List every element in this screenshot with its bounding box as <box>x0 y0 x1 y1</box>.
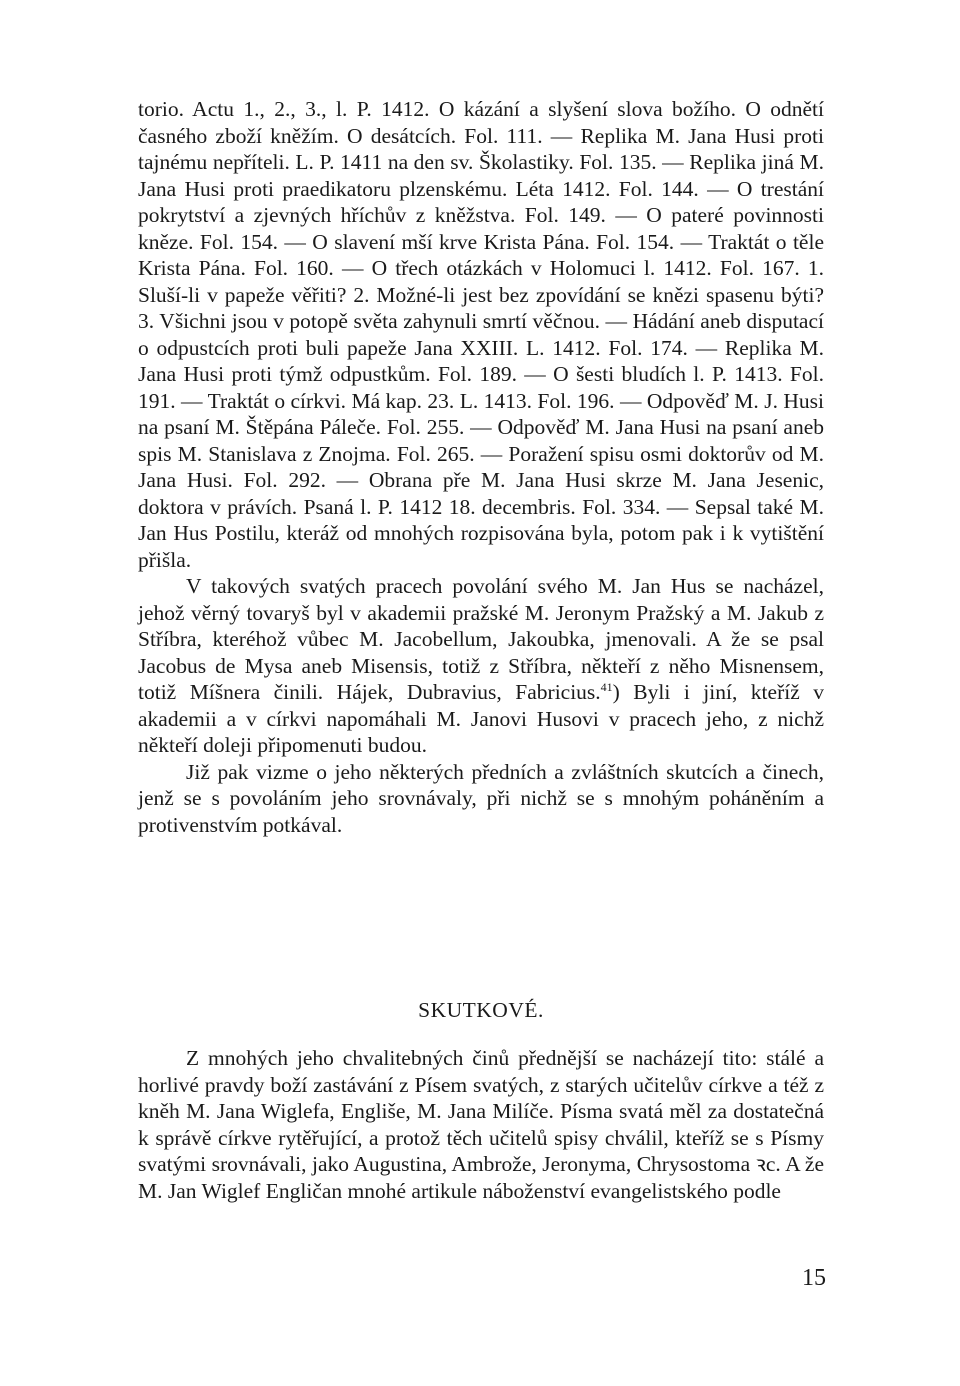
section-heading: SKUTKOVÉ. <box>418 998 544 1022</box>
paragraph-4: Z mnohých jeho chvalitebných činů přednější se nacházejí tito: stálé a horlivé pravdy boží zastávání z Písem svatých, z starých učitelův církve a též z kněh M. Jana Wiglefa, Engliše, M. Jana Milíče. Písma svatá měl za dostatečná k správě církve rytěřující, a protož těch učitelů spisy chválil, kteříž se s Písmy svatými srovnávali, jako Augustina, Ambrože, Jeronyma, Chrysostoma ꝛc. A že M. Jan Wiglef Engličan mnohé artikule náboženství evangelistského podle <box>138 1046 824 1203</box>
paragraph-2 <box>138 573 824 759</box>
paragraph-2-rest: ) Byli i jiní, kteříž v akademii a v církvi napomáhali M. Janovi Husovi v pracech jeho, z nichž někteří doleji připomenuti budou. <box>138 680 824 757</box>
page-number: 15 <box>802 1265 826 1291</box>
paragraph-2-text: V takových svatých pracech povolání svého M. Jan Hus se nacházel, jehož věrný tovaryš byl v akademii pražské M. Jeronym Pražský a M. Jakub z Stříbra, kteréhož vůbec M. Jacobellum, Jakoubka, jmenovali. A že se psal Jacobus de Mysa aneb Misensis, totiž z Stříbra, někteří z něho Misnensem, totiž Míšnera činili. Hájek, Dubravius, Fabricius. <box>138 574 824 704</box>
main-text-top <box>138 96 824 838</box>
paragraph-3: Již pak vizme o jeho některých předních a zvláštních skutcích a činech, jenž se s povoláním jeho srovnávaly, při nichž se s mnohým poháněním a protivenstvím potkával. <box>138 759 824 837</box>
footnote-ref: 41 <box>600 679 613 694</box>
main-text-bottom <box>138 1045 824 1204</box>
paragraph-continuation: torio. Actu 1., 2., 3., l. P. 1412. O kázání a slyšení slova božího. O odnětí časného zboží kněžím. O desátcích. Fol. 111. — Replika M. Jana Husi proti tajnému nepříteli. L. P. 1411 na den sv. Školastiky. Fol. 135. — Replika jiná M. Jana Husi proti praedikatoru plzenskému. Léta 1412. Fol. 144. — O trestání pokrytství a zjevných hříchův z kněžstva. Fol. 149. — O pateré povinnosti kněze. Fol. 154. — O slavení mší krve Krista Pána. Fol. 154. — Traktát o těle Krista Pána. Fol. 160. — O třech otázkách v Holomuci l. 1412. Fol. 167. 1. Sluší-li v papeže věřiti? 2. Možné-li jest bez zpovídání se knězi spasenu býti? 3. Všichni jsou v potopě světa zahynuli smrtí věčnou. — Hádání aneb disputací o odpustcích proti buli papeže Jana XXIII. L. 1412. Fol. 174. — Replika M. Jana Husi proti týmž odpustkům. Fol. 189. — O šesti bludích l. P. 1413. Fol. 191. — Traktát o církvi. Má kap. 23. L. 1413. Fol. 196. — Odpověď M. J. Husi na psaní M. Štěpána Páleče. Fol. 255. — Odpověď M. Jana Husi na psaní aneb spis M. Stanislava z Znojma. Fol. 265. — Poražení spisu osmi doktorův od M. Jana Husi. Fol. 292. — Obrana pře M. Jana Husi skrze M. Jana Jesenic, doktora v právích. Psaná l. P. 1412 18. decembris. Fol. 334. — Sepsal také M. Jan Hus Postilu, kteráž od mnohých rozpisována byla, potom pak i k vytištění přišla. <box>138 97 824 572</box>
